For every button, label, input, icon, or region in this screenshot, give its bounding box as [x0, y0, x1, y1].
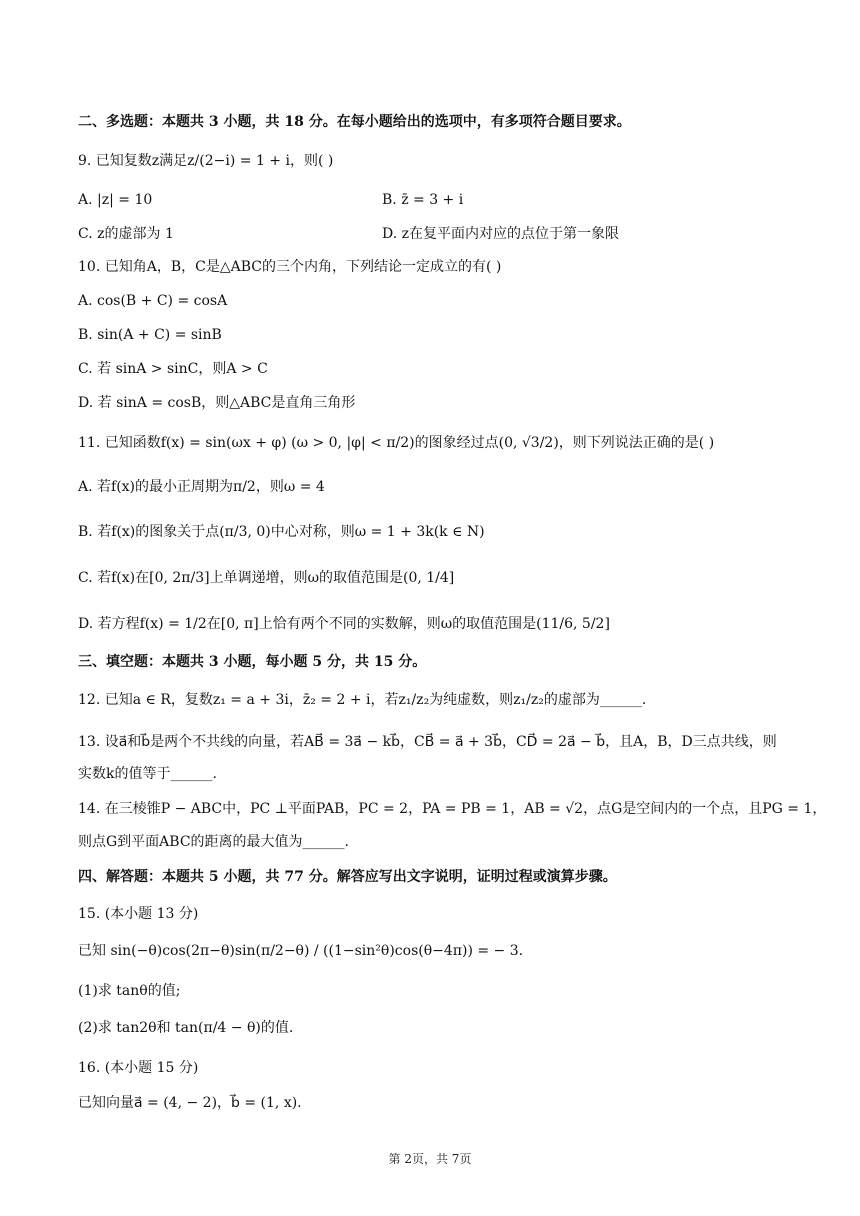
q9-option-a: A. |z| = 10 — [78, 192, 153, 208]
section3-heading: 三、填空题：本题共 3 小题，每小题 5 分，共 15 分。 — [78, 654, 427, 670]
q15-part2: (2)求 tan2θ和 tan(π/4 − θ)的值. — [78, 1020, 294, 1036]
q9-option-d: D. z在复平面内对应的点位于第一象限 — [382, 226, 620, 242]
q11-option-c: C. 若f(x)在[0, 2π/3]上单调递增，则ω的取值范围是(0, 1/4] — [78, 570, 455, 586]
q14-line2: 则点G到平面ABC的距离的最大值为______. — [78, 834, 350, 850]
q9-stem: 9. 已知复数z满足z/(2−i) = 1 + i，则( ) — [78, 153, 334, 169]
q9-option-b: B. z̄ = 3 + i — [382, 192, 464, 208]
page-footer: 第 2页，共 7页 — [388, 1152, 472, 1166]
q16-given: 已知向量a⃗ = (4, − 2)，b⃗ = (1, x). — [78, 1095, 302, 1111]
q9-option-c: C. z的虚部为 1 — [78, 226, 174, 242]
q11-option-d: D. 若方程f(x) = 1/2在[0, π]上恰有两个不同的实数解，则ω的取值范围是(11/6, 5/2] — [78, 616, 610, 632]
q14-line1: 14. 在三棱锥P − ABC中，PC ⊥平面PAB，PC = 2，PA = PB = 1，AB = √2，点G是空间内的一个点，且PG = 1， — [78, 801, 827, 817]
q13-line1: 13. 设a⃗和b⃗是两个不共线的向量，若AB⃗ = 3a⃗ − kb⃗，CB⃗ = a⃗ + 3b⃗，CD⃗ = 2a⃗ − b⃗，且A，B，D三点共线，则 — [78, 734, 777, 750]
q13-line2: 实数k的值等于______. — [78, 766, 217, 782]
q11-option-b: B. 若f(x)的图象关于点(π/3, 0)中心对称，则ω = 1 + 3k(k ∈ N) — [78, 524, 485, 540]
q15-part1: (1)求 tanθ的值; — [78, 983, 181, 999]
q10-stem: 10. 已知角A，B，C是△ABC的三个内角，下列结论一定成立的有( ) — [78, 259, 502, 275]
section2-heading: 二、多选题：本题共 3 小题，共 18 分。在每小题给出的选项中，有多项符合题目要求。 — [78, 114, 631, 130]
q10-option-c: C. 若 sinA > sinC，则A > C — [78, 361, 268, 377]
q12-text: 12. 已知a ∈ R，复数z₁ = a + 3i，z̄₂ = 2 + i，若z₁/z₂为纯虚数，则z₁/z₂的虚部为______. — [78, 692, 647, 708]
q10-option-b: B. sin(A + C) = sinB — [78, 327, 222, 343]
section4-heading: 四、解答题：本题共 5 小题，共 77 分。解答应写出文字说明，证明过程或演算步骤。 — [78, 869, 617, 885]
q10-option-a: A. cos(B + C) = cosA — [78, 293, 228, 309]
q11-option-a: A. 若f(x)的最小正周期为π/2，则ω = 4 — [78, 479, 325, 495]
q16-title: 16. (本小题 15 分) — [78, 1060, 199, 1076]
q15-given: 已知 sin(−θ)cos(2π−θ)sin(π/2−θ) / ((1−sin²θ)cos(θ−4π)) = − 3. — [78, 943, 524, 959]
q11-stem: 11. 已知函数f(x) = sin(ωx + φ) (ω > 0, |φ| < π/2)的图象经过点(0, √3/2)，则下列说法正确的是( ) — [78, 435, 715, 451]
q10-option-d: D. 若 sinA = cosB，则△ABC是直角三角形 — [78, 395, 356, 411]
q15-title: 15. (本小题 13 分) — [78, 906, 199, 922]
